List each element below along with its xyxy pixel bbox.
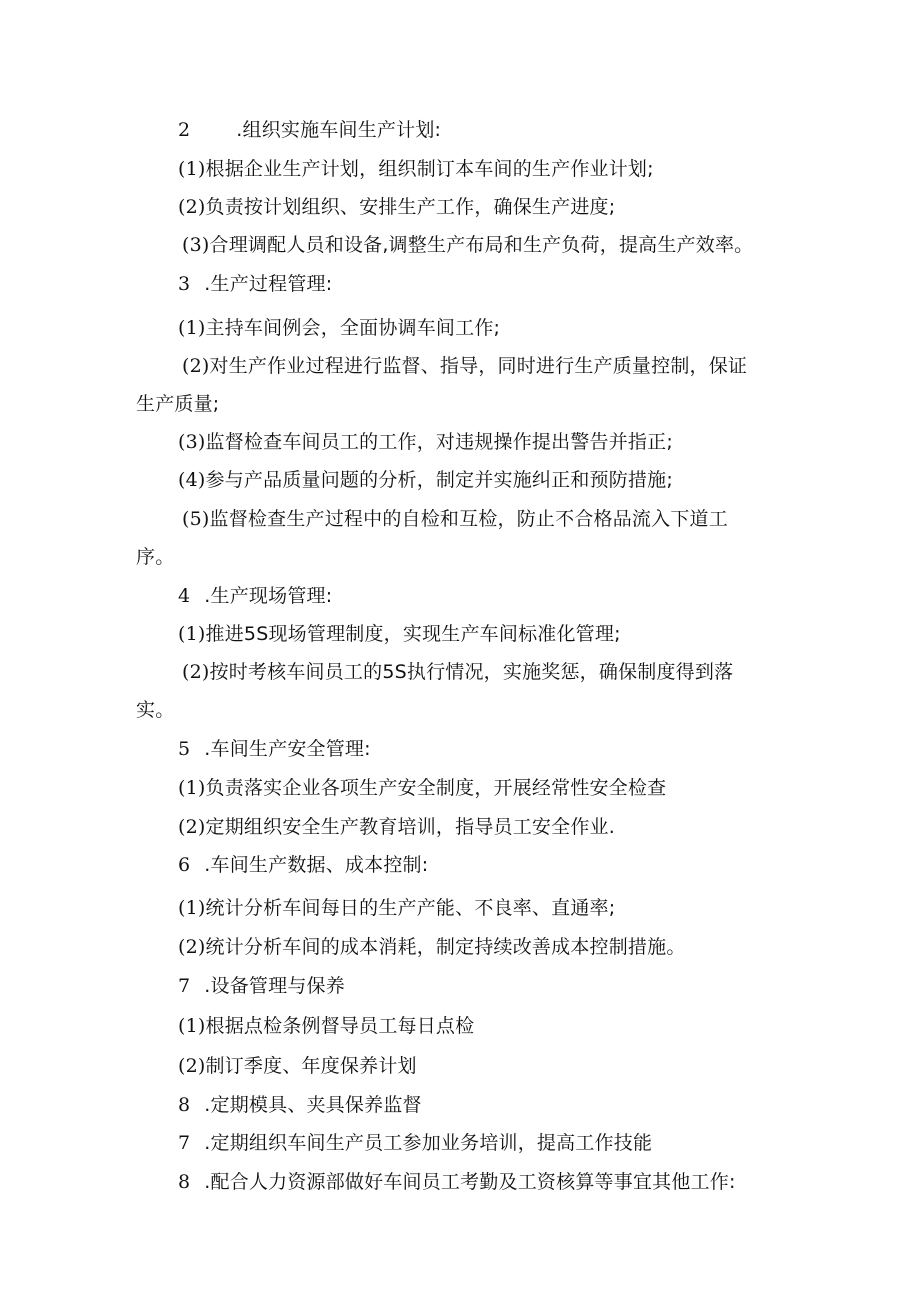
section-title: .生产现场管理: bbox=[204, 585, 333, 607]
item-text: 合理调配人员和设备,调整生产布局和生产负荷，提高生产效率。 bbox=[209, 234, 754, 256]
section-heading-4 bbox=[178, 584, 332, 608]
section-heading-3 bbox=[178, 272, 332, 296]
item-number: (3) bbox=[182, 234, 210, 256]
list-item bbox=[178, 776, 666, 800]
item-text: 定期组织安全生产教育培训，指导员工安全作业. bbox=[205, 816, 615, 838]
item-number: (1) bbox=[178, 1015, 206, 1037]
list-item bbox=[178, 316, 500, 340]
list-item bbox=[178, 815, 615, 839]
item-number: (1) bbox=[178, 897, 206, 919]
section-title: .设备管理与保养 bbox=[204, 975, 345, 997]
section-heading-7 bbox=[178, 974, 345, 998]
list-item bbox=[178, 935, 686, 959]
list-item-continuation bbox=[136, 698, 174, 722]
item-text: 序。 bbox=[136, 546, 175, 568]
item-number: (3) bbox=[178, 431, 206, 453]
section-title: .配合人力资源部做好车间员工考勤及工资核算等事宜其他工作: bbox=[204, 1171, 736, 1193]
item-text: 根据点检条例督导员工每日点检 bbox=[205, 1015, 475, 1037]
section-number: 5 bbox=[178, 738, 191, 760]
list-item bbox=[182, 233, 753, 257]
section-title: .定期组织车间生产员工参加业务培训，提高工作技能 bbox=[204, 1132, 653, 1154]
section-number: 8 bbox=[178, 1171, 191, 1193]
list-item-continuation bbox=[136, 545, 174, 569]
section-heading-6 bbox=[178, 853, 428, 877]
list-item bbox=[182, 354, 747, 378]
section-title: .车间生产数据、成本控制: bbox=[204, 854, 429, 876]
item-text: 统计分析车间每日的生产产能、不良率、直通率; bbox=[205, 897, 616, 919]
item-number: (2) bbox=[178, 816, 206, 838]
section-number: 8 bbox=[178, 1094, 191, 1116]
item-text: 制订季度、年度保养计划 bbox=[205, 1055, 417, 1077]
section-number: 4 bbox=[178, 585, 191, 607]
list-item bbox=[178, 622, 621, 646]
item-number: (1) bbox=[178, 777, 206, 799]
list-item bbox=[178, 1054, 417, 1078]
list-item bbox=[178, 896, 615, 920]
section-heading-7b bbox=[178, 1131, 652, 1155]
item-number: (5) bbox=[182, 508, 210, 530]
item-number: (2) bbox=[178, 196, 206, 218]
list-item bbox=[178, 1014, 474, 1038]
item-number: (2) bbox=[182, 355, 210, 377]
section-title: .组织实施车间生产计划: bbox=[236, 119, 442, 141]
list-item bbox=[182, 660, 733, 684]
item-text: 根据企业生产计划，组织制订本车间的生产作业计划; bbox=[205, 158, 654, 180]
item-text: 主持车间例会，全面协调车间工作; bbox=[205, 317, 501, 339]
section-heading-8b bbox=[178, 1170, 736, 1194]
section-number: 6 bbox=[178, 854, 191, 876]
list-item bbox=[178, 195, 615, 219]
item-text: 监督检查车间员工的工作，对违规操作提出警告并指正; bbox=[205, 431, 673, 453]
list-item bbox=[178, 157, 654, 181]
section-title: .车间生产安全管理: bbox=[204, 738, 371, 760]
item-text: 生产质量; bbox=[136, 393, 220, 415]
item-text: 监督检查生产过程中的自检和互检，防止不合格品流入下道工 bbox=[209, 508, 728, 530]
item-number: (2) bbox=[182, 661, 210, 683]
section-number: 7 bbox=[178, 975, 191, 997]
item-number: (2) bbox=[178, 1055, 206, 1077]
item-text: 对生产作业过程进行监督、指导，同时进行生产质量控制，保证 bbox=[209, 355, 748, 377]
list-item bbox=[178, 430, 673, 454]
item-number: (2) bbox=[178, 936, 206, 958]
section-number: 3 bbox=[178, 273, 191, 295]
item-text: 实。 bbox=[136, 699, 175, 721]
item-number: (1) bbox=[178, 158, 206, 180]
item-number: (1) bbox=[178, 623, 206, 645]
section-heading-8 bbox=[178, 1093, 422, 1117]
list-item bbox=[182, 507, 728, 531]
item-number: (1) bbox=[178, 317, 206, 339]
item-text: 参与产品质量问题的分析，制定并实施纠正和预防措施; bbox=[205, 469, 673, 491]
section-title: .生产过程管理: bbox=[204, 273, 333, 295]
item-text: 推进5S现场管理制度，实现生产车间标准化管理; bbox=[205, 623, 621, 645]
section-number: 2 bbox=[178, 119, 191, 141]
section-heading-5 bbox=[178, 737, 371, 761]
item-text: 负责按计划组织、安排生产工作，确保生产进度; bbox=[205, 196, 616, 218]
item-number: (4) bbox=[178, 469, 206, 491]
list-item bbox=[178, 468, 673, 492]
section-heading-2 bbox=[178, 118, 441, 142]
list-item-continuation bbox=[136, 392, 219, 416]
section-number: 7 bbox=[178, 1132, 191, 1154]
item-text: 按时考核车间员工的5S执行情况，实施奖惩，确保制度得到落 bbox=[209, 661, 734, 683]
item-text: 负责落实企业各项生产安全制度，开展经常性安全检查 bbox=[205, 777, 667, 799]
item-text: 统计分析车间的成本消耗，制定持续改善成本控制措施。 bbox=[205, 936, 686, 958]
section-title: .定期模具、夹具保养监督 bbox=[204, 1094, 422, 1116]
